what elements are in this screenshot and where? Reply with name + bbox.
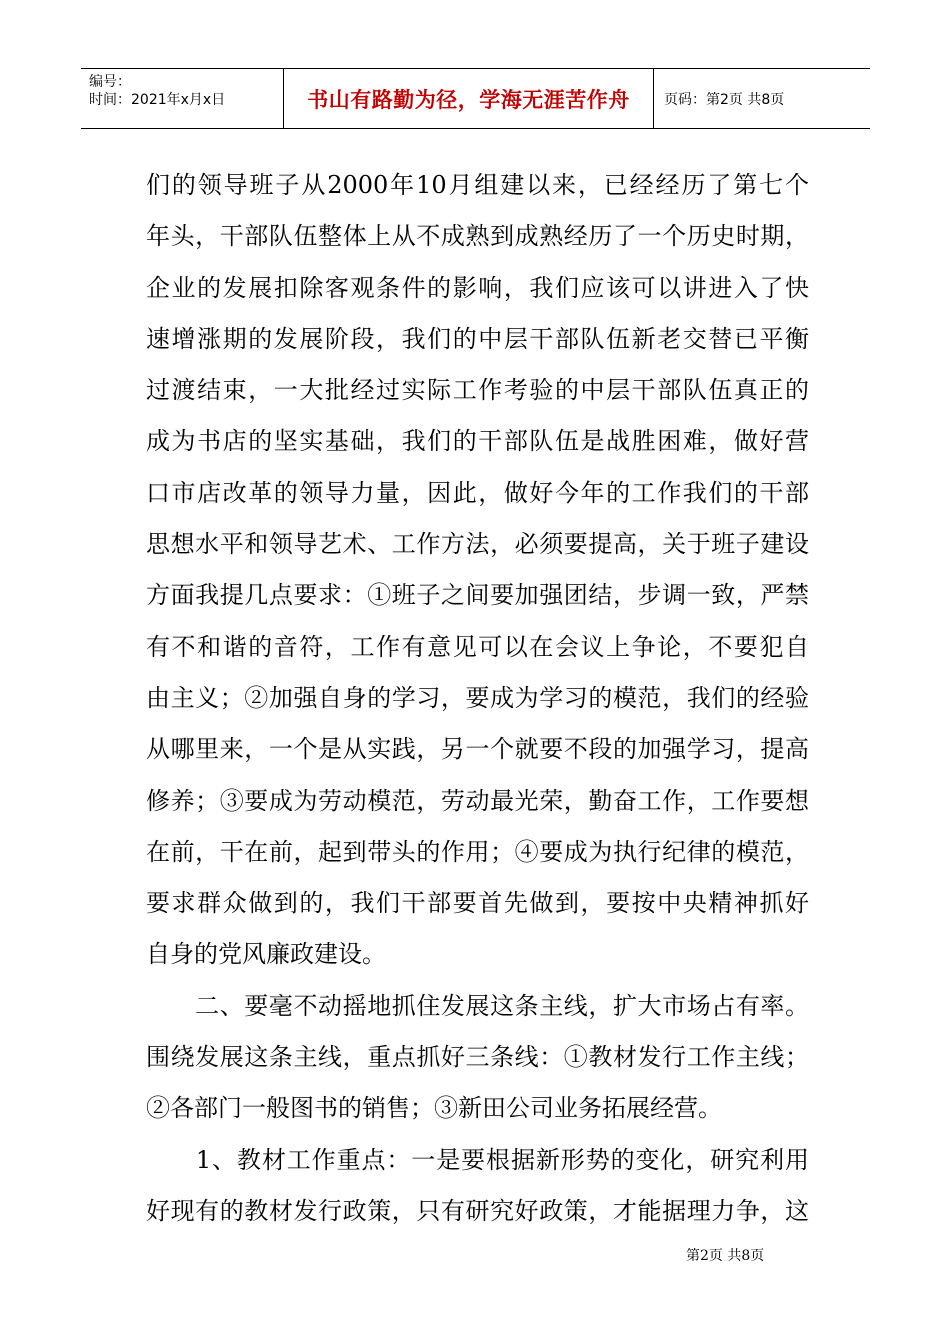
- body-line: 有不和谐的音符，工作有意见可以在会议上争论，不要犯自: [146, 632, 809, 661]
- body-line: 方面我提几点要求：①班子之间要加强团结，步调一致，严禁: [146, 581, 809, 610]
- document-time-label: 时间：2021年x月x日: [89, 92, 226, 108]
- body-line: 速增涨期的发展阶段，我们的中层干部队伍新老交替已平衡: [146, 324, 809, 353]
- page-header: [81, 68, 870, 129]
- body-line: 思想水平和领导艺术、工作方法，必须要提高，关于班子建设: [146, 530, 809, 559]
- body-line: 口市店改革的领导力量，因此，做好今年的工作我们的干部: [146, 478, 809, 507]
- body-line: 修养；③要成为劳动模范，劳动最光荣，勤奋工作，工作要想: [146, 786, 809, 815]
- body-line: 成为书店的坚实基础，我们的干部队伍是战胜困难，做好营: [146, 427, 809, 456]
- body-line: 年头，干部队伍整体上从不成熟到成熟经历了一个历史时期，: [146, 222, 809, 251]
- header-motto: 书山有路勤为径，学海无涯苦作舟: [284, 69, 654, 128]
- body-line: ②各部门一般图书的销售；③新田公司业务拓展经营。: [146, 1094, 722, 1123]
- body-line: 企业的发展扣除客观条件的影响，我们应该可以讲进入了快: [146, 273, 809, 302]
- header-page-info: 页码：第2页 共8页: [664, 91, 785, 108]
- body-line: 1、教材工作重点：一是要根据新形势的变化，研究利用: [146, 1145, 809, 1174]
- document-body: [146, 160, 809, 1237]
- body-line: 在前，干在前，起到带头的作用；④要成为执行纪律的模范，: [146, 837, 809, 866]
- header-meta: [81, 69, 284, 128]
- body-line: 要求群众做到的，我们干部要首先做到，要按中央精神抓好: [146, 889, 809, 918]
- body-line: 围绕发展这条主线，重点抓好三条线：①教材发行工作主线；: [146, 1043, 809, 1072]
- body-line: 们的领导班子从2000年10月组建以来，已经经历了第七个: [146, 171, 809, 199]
- page-footer: 第2页 共8页: [686, 1248, 765, 1264]
- body-line: 由主义；②加强自身的学习，要成为学习的模范，我们的经验: [146, 683, 809, 712]
- body-line: 从哪里来，一个是从实践，另一个就要不段的加强学习，提高: [146, 735, 809, 764]
- body-line: 好现有的教材发行政策，只有研究好政策，才能据理力争，这: [146, 1196, 809, 1225]
- document-number-label: 编号：: [89, 74, 131, 90]
- body-line: 二、要毫不动摇地抓住发展这条主线，扩大市场占有率。: [146, 991, 809, 1020]
- body-line: 自身的党风廉政建设。: [146, 940, 386, 969]
- body-line: 过渡结束，一大批经过实际工作考验的中层干部队伍真正的: [146, 376, 809, 405]
